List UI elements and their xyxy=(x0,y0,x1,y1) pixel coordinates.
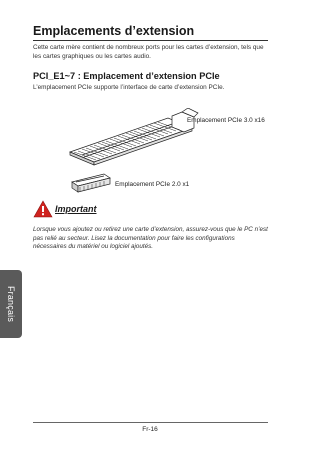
language-label: Français xyxy=(6,285,16,323)
pcie-x16-label: Emplacement PCIe 3.0 x16 xyxy=(187,117,265,124)
footer-divider xyxy=(33,422,268,423)
subsection-title: PCI_E1~7 : Emplacement d’extension PCIe xyxy=(33,71,220,81)
page-number: Fr-16 xyxy=(142,426,158,433)
pcie-x1-slot-illustration xyxy=(70,172,112,194)
important-text: Lorsque vous ajoutez ou retirez une carte d’extension, assurez-vous que le PC n’est pas relié au secteur. Lisez la documentation pour faire les configurations nécessaires du matériel ou logiciel ajoutés. xyxy=(33,226,268,250)
section-title: Emplacements d’extension xyxy=(33,24,268,41)
subsection-text: L’emplacement PCIe supporte l’interface de carte d’extension PCIe. xyxy=(33,84,225,91)
warning-icon xyxy=(33,200,53,218)
section-intro: Cette carte mère contient de nombreux ports pour les cartes d’extension, tels que les cartes graphiques ou les cartes audio. xyxy=(33,44,264,60)
important-title: Important xyxy=(55,204,97,214)
pcie-x1-label: Emplacement PCIe 2.0 x1 xyxy=(115,181,190,188)
pcie-x16-slot-illustration xyxy=(60,108,200,166)
language-side-tab xyxy=(0,270,22,338)
